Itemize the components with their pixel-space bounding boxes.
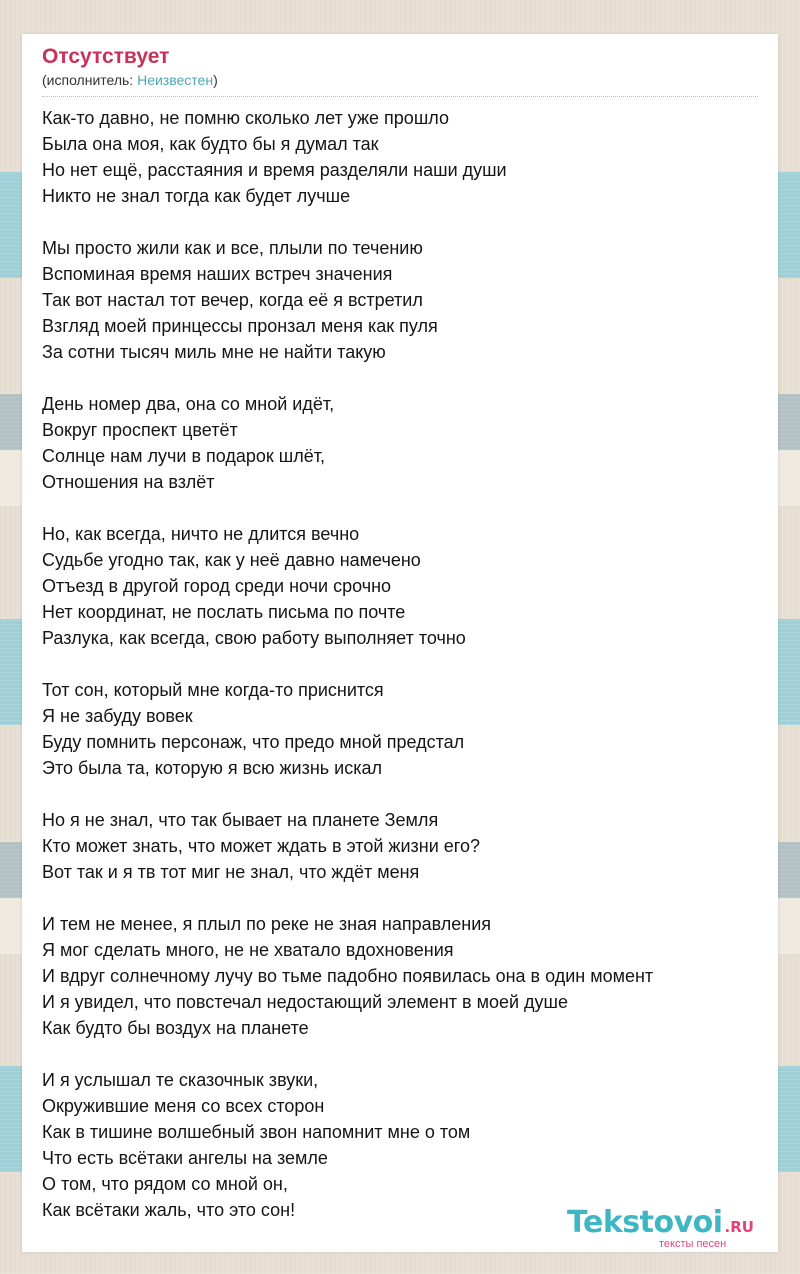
lyrics-line: Как будто бы воздух на планете [42,1018,309,1038]
logo-tagline: тексты песен [659,1238,727,1250]
song-header [42,45,758,89]
lyrics-line: Кто может знать, что может ждать в этой жизни его? [42,836,480,856]
song-title: Отсутствует [42,45,170,68]
lyrics-line: И я увидел, что повстечал недостающий элемент в моей душе [42,992,569,1012]
lyrics-stanza [42,1067,758,1223]
lyrics-line: Отношения на взлёт [42,472,215,492]
lyrics-line: Взгляд моей принцессы пронзал меня как пуля [42,316,438,336]
lyrics-line: Как в тишине волшебный звон напомнит мне о том [42,1122,471,1142]
lyrics-stanza [42,677,758,781]
lyrics-stanza [42,391,758,495]
lyrics-line: Но, как всегда, ничто не длится вечно [42,524,360,544]
lyrics-stanza [42,105,758,209]
header-divider [42,96,758,97]
lyrics-line: День номер два, она со мной идёт, [42,394,335,414]
logo-tld: .RU [724,1218,754,1236]
lyrics-line: Никто не знал тогда как будет лучше [42,186,351,206]
lyrics-line: Окружившие меня со всех сторон [42,1096,325,1116]
lyrics-line: Разлука, как всегда, свою работу выполняет точно [42,628,466,648]
lyrics-line: Вот так и я тв тот миг не знал, что ждёт меня [42,862,420,882]
lyrics-line: О том, что рядом со мной он, [42,1174,288,1194]
lyrics-line: Буду помнить персонаж, что предо мной предстал [42,732,465,752]
artist-link[interactable]: Неизвестен [137,72,214,88]
lyrics-line: И вдруг солнечному лучу во тьме падобно появилась она в один момент [42,966,654,986]
lyrics-stanza [42,911,758,1041]
lyrics-line: Вокруг проспект цветёт [42,420,238,440]
lyrics-line: Нет координат, не послать письма по почте [42,602,406,622]
lyrics-line: Это была та, которую я всю жизнь искал [42,758,382,778]
lyrics-line: Что есть всётаки ангелы на земле [42,1148,328,1168]
lyrics-line: И я услышал те сказочнык звуки, [42,1070,319,1090]
lyrics-line: Как всётаки жаль, что это сон! [42,1200,296,1220]
lyrics-line: Но я не знал, что так бывает на планете Земля [42,810,439,830]
lyrics-line: Но нет ещё, расстаяния и время разделяли наши души [42,160,507,180]
artist-line [42,71,758,89]
logo-name: Tekstovoi [567,1205,723,1240]
artist-prefix: (исполнитель: [42,72,138,88]
lyrics-line: Мы просто жили как и все, плыли по течению [42,238,423,258]
lyrics-body [42,105,758,1249]
lyrics-stanza [42,521,758,651]
artist-suffix: ) [213,72,218,88]
lyrics-line: За сотни тысяч миль мне не найти такую [42,342,386,362]
lyrics-line: Как-то давно, не помню сколько лет уже прошло [42,108,449,128]
lyrics-line: Была она моя, как будто бы я думал так [42,134,379,154]
lyrics-line: Солнце нам лучи в подарок шлёт, [42,446,325,466]
lyrics-stanza [42,235,758,365]
lyrics-card [22,34,778,1252]
lyrics-line: Тот сон, который мне когда-то приснится [42,680,384,700]
lyrics-line: Отъезд в другой город среди ночи срочно [42,576,392,596]
lyrics-line: И тем не менее, я плыл по реке не зная направления [42,914,492,934]
lyrics-line: Судьбе угодно так, как у неё давно намечено [42,550,421,570]
lyrics-stanza [42,807,758,885]
lyrics-line: Я не забуду вовек [42,706,193,726]
lyrics-line: Так вот настал тот вечер, когда её я встретил [42,290,423,310]
site-logo[interactable] [567,1205,777,1249]
lyrics-line: Я мог сделать много, не не хватало вдохновения [42,940,454,960]
lyrics-line: Вспоминая время наших встреч значения [42,264,393,284]
